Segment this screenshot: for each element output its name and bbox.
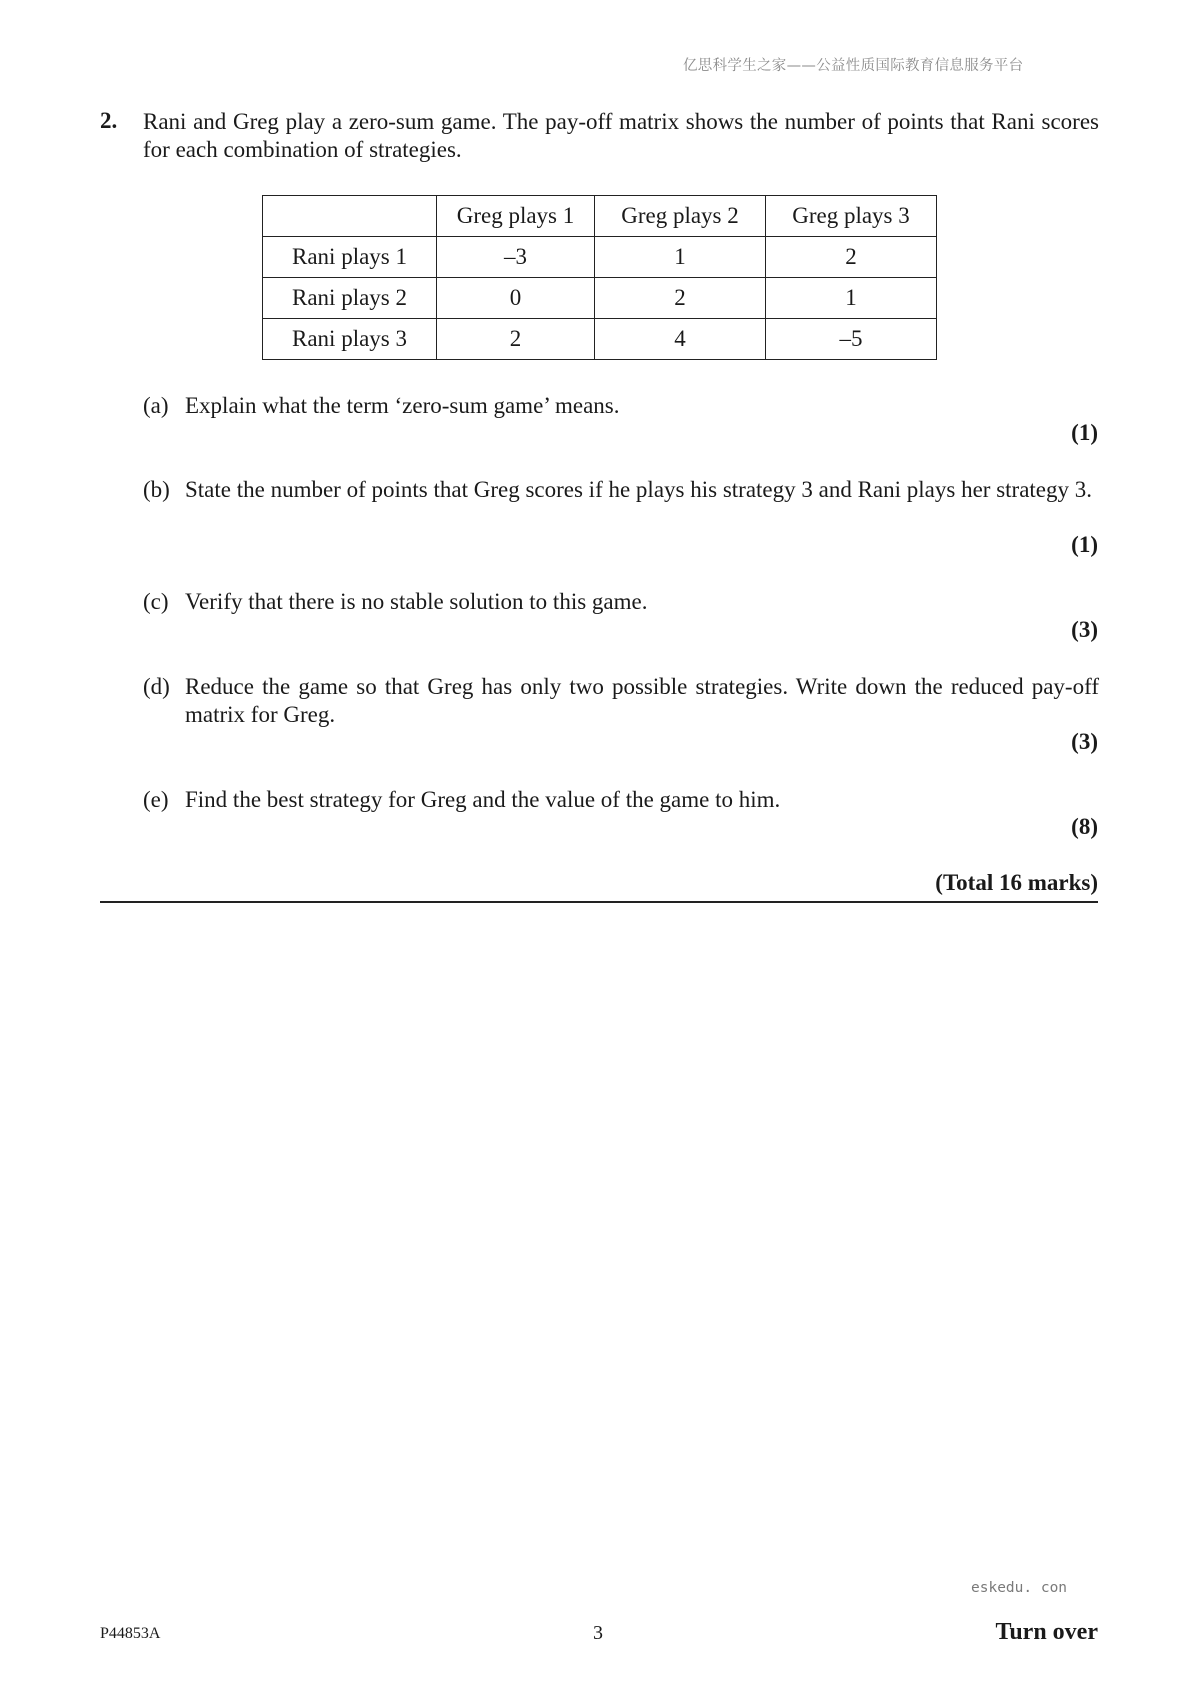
payoff-matrix — [262, 195, 937, 360]
header-watermark: 亿思科学生之家——公益性质国际教育信息服务平台 — [683, 58, 1024, 74]
column-header: Greg plays 3 — [766, 196, 937, 237]
part-text: Reduce the game so that Greg has only two possible strategies. Write down the reduced pay-off matrix for Greg. — [185, 674, 1099, 727]
table-row — [263, 237, 937, 278]
divider — [100, 901, 1098, 903]
row-header: Rani plays 2 — [263, 278, 437, 319]
footer-site-watermark: eskedu. con — [971, 1580, 1068, 1596]
table-cell: 2 — [437, 319, 595, 360]
table-row — [263, 319, 937, 360]
part-label: (d) — [143, 674, 170, 699]
paper-code: P44853A — [100, 1625, 161, 1642]
part-a-marks: (1) — [1071, 420, 1098, 445]
part-text: Find the best strategy for Greg and the value of the game to him. — [185, 787, 781, 812]
part-label: (b) — [143, 477, 170, 502]
row-header: Rani plays 3 — [263, 319, 437, 360]
table-header-row — [263, 196, 937, 237]
part-label: (e) — [143, 787, 169, 812]
table-cell: 0 — [437, 278, 595, 319]
page-number: 3 — [593, 1622, 603, 1644]
table-corner-cell — [263, 196, 437, 237]
question-intro: Rani and Greg play a zero-sum game. The pay-off matrix shows the number of points that Rani scores for each combination of strategies. — [143, 109, 1099, 162]
part-label: (c) — [143, 589, 169, 614]
part-c-marks: (3) — [1071, 617, 1098, 642]
table-cell: 1 — [595, 237, 766, 278]
table-cell: 4 — [595, 319, 766, 360]
table-cell: 1 — [766, 278, 937, 319]
part-text: Explain what the term ‘zero-sum game’ means. — [185, 393, 620, 418]
part-text: Verify that there is no stable solution to this game. — [185, 589, 648, 614]
table-cell: –5 — [766, 319, 937, 360]
column-header: Greg plays 1 — [437, 196, 595, 237]
table-cell: 2 — [766, 237, 937, 278]
question-number: 2. — [100, 108, 118, 133]
table-row — [263, 278, 937, 319]
part-b-marks: (1) — [1071, 532, 1098, 557]
turn-over-label: Turn over — [995, 1619, 1098, 1645]
part-e-marks: (8) — [1071, 814, 1098, 839]
table-cell: 2 — [595, 278, 766, 319]
part-d-marks: (3) — [1071, 729, 1098, 754]
part-label: (a) — [143, 393, 169, 418]
row-header: Rani plays 1 — [263, 237, 437, 278]
part-text: State the number of points that Greg scores if he plays his strategy 3 and Rani plays her strategy 3. — [185, 477, 1093, 502]
table-cell: –3 — [437, 237, 595, 278]
total-marks: (Total 16 marks) — [935, 870, 1098, 895]
column-header: Greg plays 2 — [595, 196, 766, 237]
